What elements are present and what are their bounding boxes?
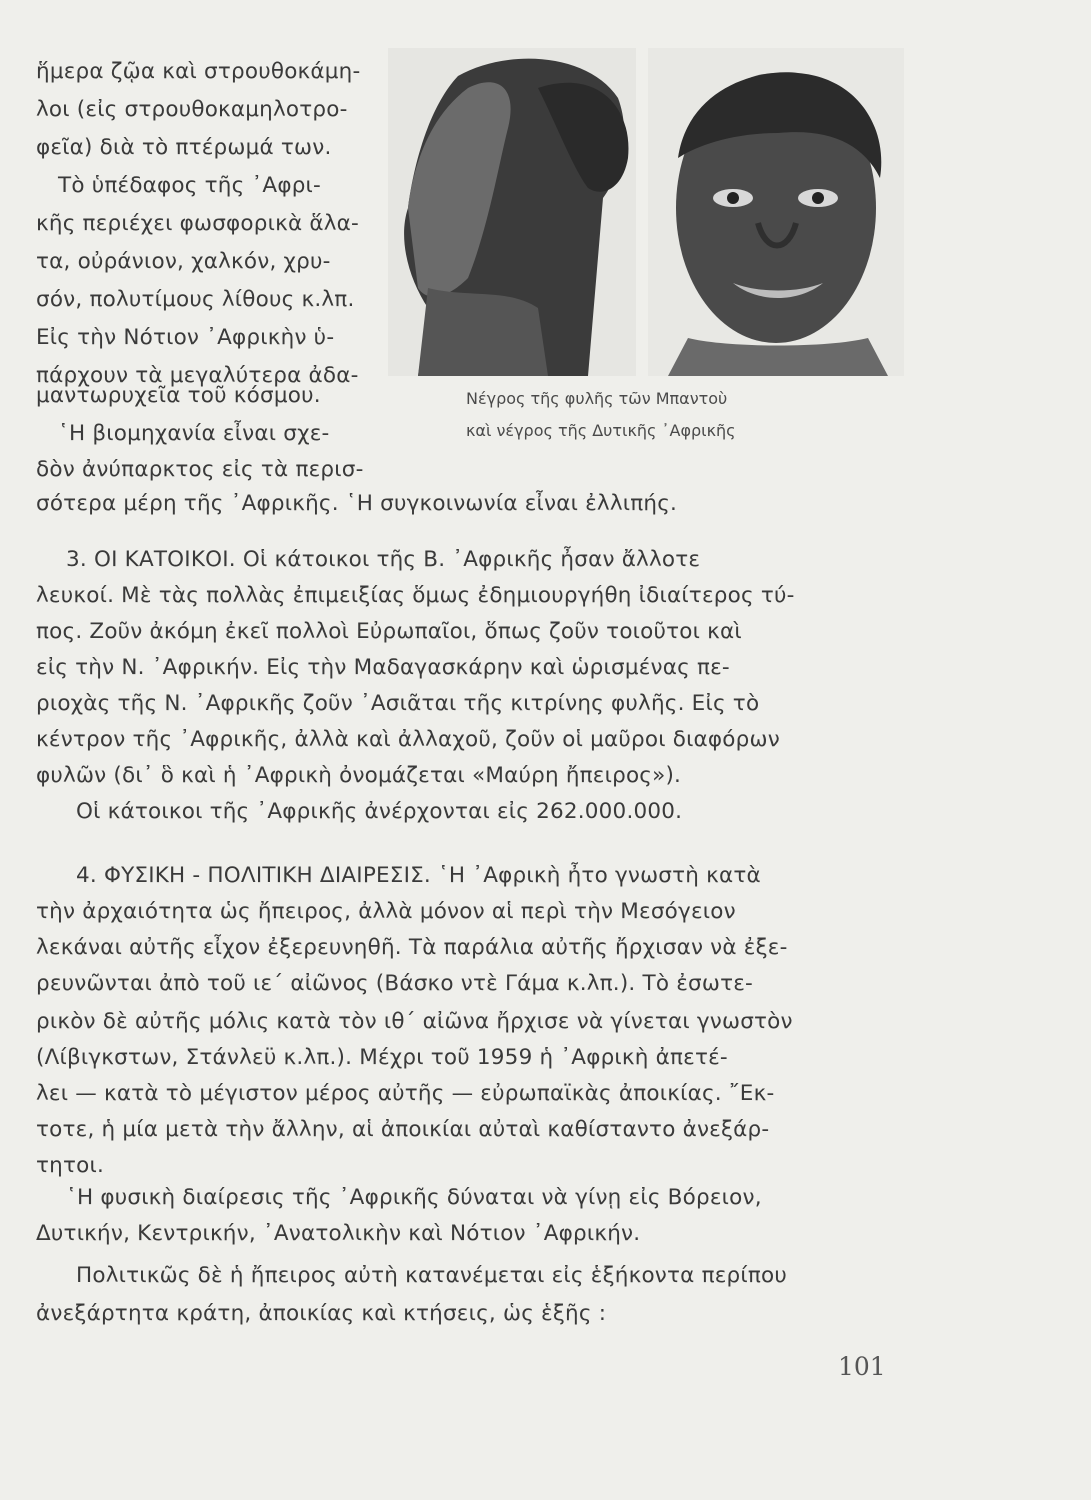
text-line: κῆς περιέχει φωσφορικὰ ἅλα- [36, 211, 359, 236]
photo-bantu-profile [388, 48, 636, 376]
text-line: εἰς τὴν Ν. ᾿Αφρικήν. Εἰς τὴν Μαδαγασκάρην καὶ ὡρισμένας πε- [36, 655, 730, 680]
text-line: τητοι. [36, 1153, 104, 1178]
text-line: ριοχὰς τῆς Ν. ᾿Αφρικῆς ζοῦν ᾿Ασιᾶται τῆς κιτρίνης φυλῆς. Εἰς τὸ [36, 691, 760, 716]
text-line: λοι (εἰς στρουθοκαμηλοτρο- [36, 97, 348, 122]
text-line: ρευνῶνται ἀπὸ τοῦ ιε΄ αἰῶνος (Βάσκο ντὲ Γάμα κ.λπ.). Τὸ ἐσωτε- [36, 971, 753, 996]
text-line: ἥμερα ζῷα καὶ στρουθοκάμη- [36, 59, 361, 84]
text-line: ῾Η φυσικὴ διαίρεσις τῆς ᾿Αφρικῆς δύναται νὰ γίνῃ εἰς Βόρειον, [66, 1185, 762, 1210]
text-line: λευκοί. Μὲ τὰς πολλὰς ἐπιμειξίας ὅμως ἐδημιουργήθη ἰδιαίτερος τύ- [36, 583, 795, 608]
text-line: Εἰς τὴν Νότιον ᾿Αφρικὴν ὑ- [36, 325, 335, 350]
page-number: 101 [838, 1352, 886, 1381]
text-line: ῾Η βιομηχανία εἶναι σχε- [58, 421, 330, 446]
text-line: μαντωρυχεῖα τοῦ κόσμου. [36, 383, 321, 408]
text-line: (Λίβιγκστων, Στάνλεϋ κ.λπ.). Μέχρι τοῦ 1959 ἡ ᾿Αφρικὴ ἀπετέ- [36, 1045, 728, 1070]
text-line: Οἱ κάτοικοι τῆς ᾿Αφρικῆς ἀνέρχονται εἰς 262.000.000. [76, 799, 683, 824]
text-line: σόν, πολυτίμους λίθους κ.λπ. [36, 287, 355, 312]
text-line: τα, οὐράνιον, χαλκόν, χρυ- [36, 249, 331, 274]
text-line: λει — κατὰ τὸ μέγιστον μέρος αὐτῆς — εὐρωπαϊκὰς ἀποικίας. ῎Εκ- [36, 1081, 775, 1106]
photo-caption-line-1: Νέγρος τῆς φυλῆς τῶν Μπαντοὺ [466, 389, 728, 408]
text-line: κέντρον τῆς ᾿Αφρικῆς, ἀλλὰ καὶ ἀλλαχοῦ, ζοῦν οἱ μαῦροι διαφόρων [36, 727, 780, 752]
text-line: σότερα μέρη τῆς ᾿Αφρικῆς. ῾Η συγκοινωνία εἶναι ἐλλιπής. [36, 491, 678, 516]
text-line: Τὸ ὑπέδαφος τῆς ᾿Αφρι- [58, 173, 321, 198]
photo-caption-line-2: καὶ νέγρος τῆς Δυτικῆς ᾿Αφρικῆς [466, 421, 736, 440]
text-line: Πολιτικῶς δὲ ἡ ἤπειρος αὐτὴ κατανέμεται εἰς ἑξήκοντα περίπου [76, 1263, 787, 1288]
text-line: πάρχουν τὰ μεγαλύτερα ἀδα- [36, 363, 359, 388]
text-line: φεῖα) διὰ τὸ πτέρωμά των. [36, 135, 332, 160]
text-line: τὴν ἀρχαιότητα ὡς ἤπειρος, ἀλλὰ μόνον αἱ περὶ τὴν Μεσόγειον [36, 899, 736, 924]
photo-west-african-portrait [648, 48, 904, 376]
text-line: τοτε, ἡ μία μετὰ τὴν ἄλλην, αἱ ἀποικίαι αὐταὶ καθίσταντο ἀνεξάρ- [36, 1117, 770, 1142]
text-line: λεκάναι αὐτῆς εἶχον ἐξερευνηθῆ. Τὰ παράλια αὐτῆς ἤρχισαν νὰ ἐξε- [36, 935, 788, 960]
text-line: δὸν ἀνύπαρκτος εἰς τὰ περισ- [36, 457, 364, 482]
text-line: Δυτικήν, Κεντρικήν, ᾿Ανατολικὴν καὶ Νότιον ᾿Αφρικήν. [36, 1221, 641, 1246]
section-4-heading-line: 4. ΦΥΣΙΚΗ - ΠΟΛΙΤΙΚΗ ΔΙΑΙΡΕΣΙΣ. ῾Η ᾿Αφρικὴ ἦτο γνωστὴ κατὰ [76, 863, 761, 888]
text-line: ἀνεξάρτητα κράτη, ἀποικίας καὶ κτήσεις, ὡς ἑξῆς : [36, 1301, 607, 1326]
text-line: ρικὸν δὲ αὐτῆς μόλις κατὰ τὸν ιθ΄ αἰῶνα ἤρχισε νὰ γίνεται γνωστὸν [36, 1009, 793, 1034]
section-3-heading-line: 3. ΟΙ ΚΑΤΟΙΚΟΙ. Οἱ κάτοικοι τῆς Β. ᾿Αφρικῆς ἦσαν ἄλλοτε [66, 547, 701, 572]
text-line: φυλῶν (δι᾿ ὃ καὶ ἡ ᾿Αφρικὴ ὀνομάζεται «Μαύρη ἤπειρος»). [36, 763, 682, 788]
text-line: πος. Ζοῦν ἀκόμη ἐκεῖ πολλοὶ Εὐρωπαῖοι, ὅπως ζοῦν τοιοῦτοι καὶ [36, 619, 742, 644]
